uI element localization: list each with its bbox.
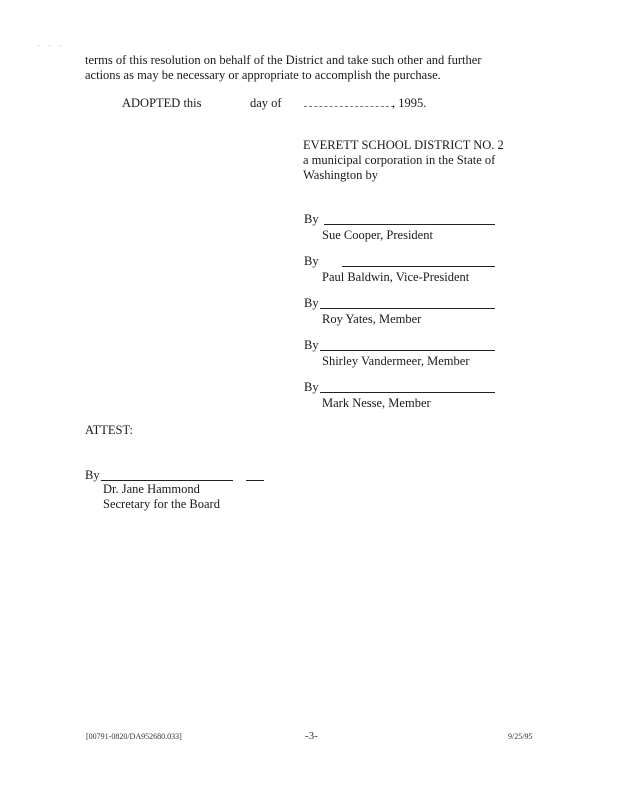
- footer-date: 9/25/95: [508, 732, 533, 741]
- adopted-date-blank: [304, 106, 394, 107]
- page-number: -3-: [305, 730, 318, 742]
- signatory-name: Mark Nesse, Member: [322, 396, 431, 410]
- attest-signature-line: [101, 480, 233, 481]
- footer-doc-id: [00791-0820/DA952680.033]: [86, 732, 182, 741]
- attest-title: Secretary for the Board: [103, 497, 220, 511]
- signature-by-label: By: [304, 212, 319, 226]
- signature-line: [324, 224, 495, 225]
- signature-line: [320, 392, 495, 393]
- signatory-name: Shirley Vandermeer, Member: [322, 354, 470, 368]
- signature-line: [320, 350, 495, 351]
- signature-by-label: By: [304, 254, 319, 268]
- attest-signature-line-tail: [246, 480, 264, 481]
- adopted-prefix: ADOPTED this: [122, 96, 202, 110]
- adopted-day-of: day of: [250, 96, 282, 110]
- district-line-3: Washington by: [303, 168, 379, 182]
- body-line-2: actions as may be necessary or appropriate to accomplish the purchase.: [85, 68, 441, 82]
- attest-label: ATTEST:: [85, 423, 133, 437]
- district-line-2: a municipal corporation in the State of: [303, 153, 496, 167]
- signature-line: [320, 308, 495, 309]
- signatory-name: Roy Yates, Member: [322, 312, 422, 326]
- body-line-1: terms of this resolution on behalf of the District and take such other and further: [85, 53, 482, 67]
- signature-by-label: By: [304, 338, 319, 352]
- signatory-name: Sue Cooper, President: [322, 228, 433, 242]
- signature-by-label: By: [304, 380, 319, 394]
- signature-by-label: By: [304, 296, 319, 310]
- signature-line: [342, 266, 495, 267]
- attest-name: Dr. Jane Hammond: [103, 482, 200, 496]
- district-name: EVERETT SCHOOL DISTRICT NO. 2: [303, 138, 504, 152]
- scan-specks: . . .: [38, 42, 66, 48]
- signatory-name: Paul Baldwin, Vice-President: [322, 270, 470, 284]
- adopted-year: , 1995.: [392, 96, 427, 110]
- attest-by-label: By: [85, 468, 100, 482]
